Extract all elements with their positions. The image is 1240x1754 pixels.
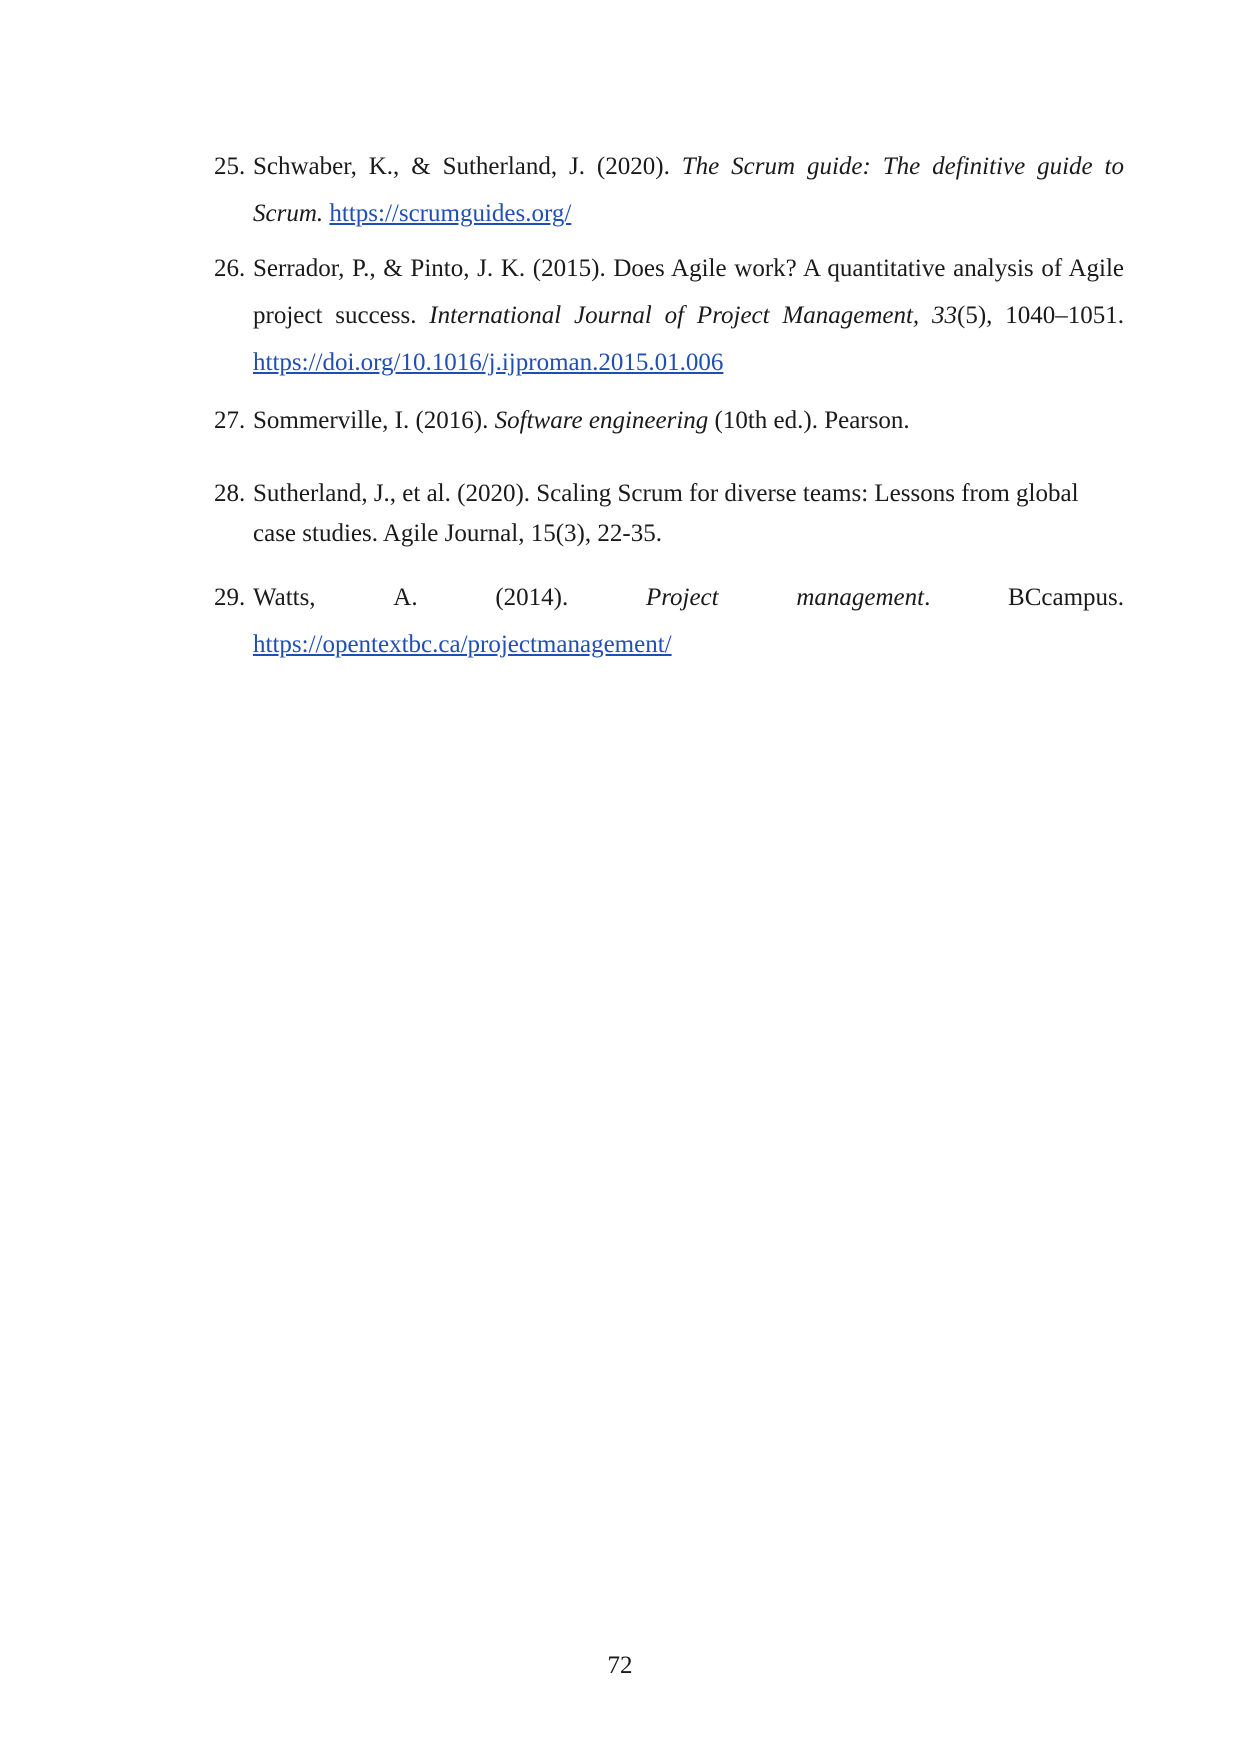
reference-number: 29. [214, 584, 246, 611]
reference-body [253, 574, 1124, 668]
reference-link[interactable]: https://scrumguides.org/ [329, 200, 572, 227]
reference-title-word: management [796, 584, 925, 611]
reference-body [253, 245, 1124, 386]
reference-word: Project [645, 584, 719, 611]
reference-28 [214, 474, 1124, 554]
reference-25 [214, 143, 1124, 237]
reference-authors: Schwaber, K., & Sutherland, J. (2020). [253, 153, 670, 180]
reference-text: Serrador, P., & Pinto, J. K. (2015). Does Agile work? A quantitative analysis of Agile project success. [253, 255, 1124, 329]
reference-number: 25. [214, 153, 246, 180]
reference-issue: (5), 1040–1051. [957, 302, 1124, 329]
reference-body [253, 397, 1124, 444]
reference-27 [214, 397, 1124, 444]
reference-title: Software engineering [494, 407, 709, 434]
reference-line [253, 574, 1124, 621]
reference-word: Watts, [253, 584, 316, 611]
reference-29 [214, 574, 1124, 668]
reference-body [253, 474, 1093, 554]
reference-number: 28. [214, 480, 246, 507]
reference-word: management. [796, 584, 931, 611]
reference-26 [214, 245, 1124, 386]
reference-journal: International Journal of Project Management, 33 [429, 302, 958, 329]
reference-authors: Sommerville, I. (2016). [253, 407, 489, 434]
reference-number: 26. [214, 255, 246, 282]
reference-link[interactable]: https://doi.org/10.1016/j.ijproman.2015.01.006 [253, 349, 724, 376]
reference-line [253, 621, 1124, 668]
reference-word: (2014). [495, 584, 569, 611]
reference-rest: (10th ed.). Pearson. [714, 407, 910, 434]
reference-title: The Scrum guide: The definitive guide to Scrum. [253, 153, 1125, 227]
reference-body [253, 143, 1124, 237]
reference-word: A. [393, 584, 418, 611]
reference-text: Sutherland, J., et al. (2020). Scaling Scrum for diverse teams: Lessons from global case studies. Agile Journal, 15(3), 22-35. [253, 480, 1079, 547]
reference-number: 27. [214, 407, 246, 434]
page-number: 72 [607, 1652, 633, 1679]
reference-link[interactable]: https://opentextbc.ca/projectmanagement/ [253, 631, 672, 658]
reference-word: BCcampus. [1008, 584, 1124, 611]
